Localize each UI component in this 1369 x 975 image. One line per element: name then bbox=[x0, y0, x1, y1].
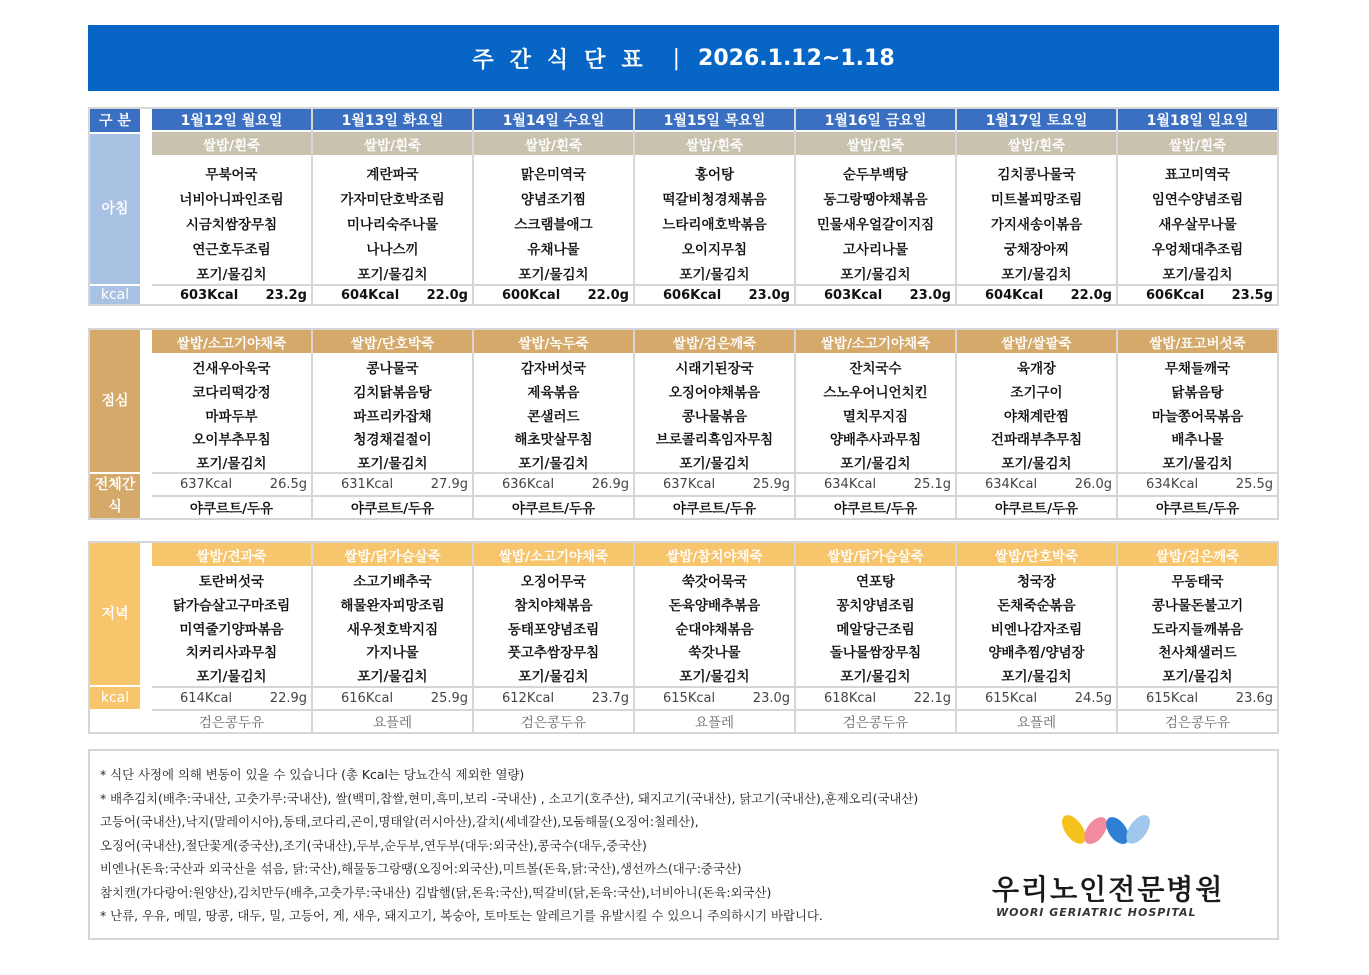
kcal-row bbox=[957, 472, 1116, 494]
kcal-value: 616Kcal bbox=[341, 690, 394, 706]
dish-item: 포기/물김치 bbox=[518, 456, 589, 473]
snack-row: 야쿠르트/두유 bbox=[313, 495, 472, 517]
dish-item: 오징어야채볶음 bbox=[668, 384, 761, 401]
kcal-row bbox=[474, 686, 633, 708]
dish-item: 순대야채볶음 bbox=[675, 621, 754, 638]
dish-item: 미트볼피망조림 bbox=[990, 192, 1083, 208]
day-header: 1월18일 일요일 bbox=[1118, 109, 1277, 132]
kcal-value: 603Kcal bbox=[824, 287, 883, 303]
day-column bbox=[633, 109, 794, 304]
dish-item: 육개장 bbox=[1016, 361, 1057, 377]
rice-row: 쌀밥/단호박죽 bbox=[313, 330, 472, 353]
day-column bbox=[794, 109, 955, 304]
dish-item: 유채나물 bbox=[527, 242, 580, 258]
dish-item: 코다리떡강정 bbox=[192, 384, 271, 401]
note-line: * 식단 사정에 의해 변동이 있을 수 있습니다 (총 Kcal는 당뇨간식 제외한 열량) bbox=[100, 767, 525, 782]
day-header: 1월16일 금요일 bbox=[796, 109, 955, 132]
dish-item: 비엔나감자조림 bbox=[990, 621, 1083, 638]
dish-item: 멸치무지짐 bbox=[842, 408, 909, 425]
breakfast-kcal-label: kcal bbox=[90, 286, 140, 304]
rice-row: 쌀밥/검은깨죽 bbox=[635, 330, 794, 353]
kcal-row bbox=[796, 472, 955, 494]
dish-item: 소고기배추국 bbox=[353, 574, 432, 590]
protein-value: 26.0g bbox=[1074, 476, 1112, 492]
dish-item: 포기/물김치 bbox=[196, 669, 267, 686]
rice-row: 쌀밥/닭가슴살죽 bbox=[796, 543, 955, 566]
dish-item: 포기/물김치 bbox=[679, 669, 750, 686]
dish-item: 양념조기찜 bbox=[520, 192, 587, 208]
day-header: 1월12일 월요일 bbox=[152, 109, 311, 132]
dish-item: 도라지들깨볶음 bbox=[1151, 621, 1244, 638]
dish-item: 미역줄기양파볶음 bbox=[179, 621, 284, 638]
breakfast-block bbox=[88, 107, 1279, 306]
dish-item: 가지새송이볶음 bbox=[990, 217, 1083, 233]
dish-item: 포기/물김치 bbox=[1001, 669, 1072, 686]
protein-value: 23.5g bbox=[1231, 287, 1273, 303]
kcal-value: 606Kcal bbox=[663, 287, 722, 303]
protein-value: 26.5g bbox=[269, 476, 307, 492]
lunch-days bbox=[152, 330, 1277, 518]
protein-value: 22.9g bbox=[269, 690, 307, 706]
hospital-name-kr: 우리노인전문병원 bbox=[992, 873, 1225, 906]
dish-item: 청국장 bbox=[1016, 574, 1057, 590]
snack-row: 검은콩두유 bbox=[1118, 709, 1277, 731]
rice-row: 쌀밥/흰죽 bbox=[796, 132, 955, 155]
dinner-label: 저녁 bbox=[90, 543, 140, 685]
dish-item: 순두부백탕 bbox=[842, 167, 909, 183]
kcal-value: 600Kcal bbox=[502, 287, 561, 303]
title-bar bbox=[88, 25, 1279, 91]
day-column bbox=[794, 330, 955, 518]
protein-value: 24.5g bbox=[1074, 690, 1112, 706]
day-column bbox=[1116, 543, 1277, 732]
dish-item: 풋고추쌈장무침 bbox=[507, 645, 600, 662]
dish-item: 새우젓호박지짐 bbox=[346, 621, 439, 638]
kcal-value: 637Kcal bbox=[180, 476, 233, 492]
dish-item: 콘샐러드 bbox=[527, 408, 580, 425]
kcal-row bbox=[474, 284, 633, 304]
dish-item: 해물완자피망조림 bbox=[340, 597, 445, 614]
rice-row: 쌀밥/닭가슴살죽 bbox=[313, 543, 472, 566]
protein-value: 23.0g bbox=[909, 287, 951, 303]
rice-row: 쌀밥/쌀팥죽 bbox=[957, 330, 1116, 353]
dish-item: 천사채샐러드 bbox=[1158, 645, 1237, 662]
rice-row: 쌀밥/소고기야채죽 bbox=[796, 330, 955, 353]
dish-item: 포기/물김치 bbox=[679, 267, 750, 283]
dish-item: 청경채겉절이 bbox=[353, 432, 432, 449]
kcal-row bbox=[313, 284, 472, 304]
dish-item: 쑥갓나물 bbox=[688, 645, 741, 662]
snack-row: 검은콩두유 bbox=[474, 709, 633, 731]
day-column bbox=[472, 330, 633, 518]
rice-row: 쌀밥/흰죽 bbox=[635, 132, 794, 155]
dish-item: 무동태국 bbox=[1171, 574, 1224, 590]
day-column bbox=[794, 543, 955, 732]
rice-row: 쌀밥/녹두죽 bbox=[474, 330, 633, 353]
day-column bbox=[955, 330, 1116, 518]
dish-item: 건새우아욱국 bbox=[192, 361, 271, 377]
dish-item: 돈채죽순볶음 bbox=[997, 597, 1076, 614]
snack-label: 전체간식 bbox=[90, 474, 140, 518]
dish-item: 미나리숙주나물 bbox=[346, 217, 439, 233]
dish-item: 궁채장아찌 bbox=[1003, 242, 1070, 258]
kcal-value: 637Kcal bbox=[663, 476, 716, 492]
title-separator: | bbox=[672, 45, 681, 71]
day-column bbox=[955, 109, 1116, 304]
dish-item: 시래기된장국 bbox=[675, 361, 754, 377]
kcal-row bbox=[152, 284, 311, 304]
dish-item: 표고미역국 bbox=[1164, 167, 1231, 183]
day-column bbox=[152, 330, 311, 518]
dish-item: 민물새우얼갈이지짐 bbox=[816, 217, 935, 233]
protein-value: 25.1g bbox=[913, 476, 951, 492]
dish-item: 포기/물김치 bbox=[518, 669, 589, 686]
day-column bbox=[311, 543, 472, 732]
dish-item: 너비아니파인조림 bbox=[179, 192, 284, 208]
day-column bbox=[152, 543, 311, 732]
dish-item: 콩나물국 bbox=[366, 361, 419, 377]
dish-item: 돈육양배추볶음 bbox=[668, 597, 761, 614]
dish-item: 포기/물김치 bbox=[1162, 456, 1233, 473]
dish-item: 연근호두조림 bbox=[192, 242, 271, 258]
rice-row: 쌀밥/견과죽 bbox=[152, 543, 311, 566]
page-title: 주간식단표 bbox=[472, 47, 659, 73]
protein-value: 22.0g bbox=[587, 287, 629, 303]
dish-item: 포기/물김치 bbox=[840, 669, 911, 686]
day-header: 1월13일 화요일 bbox=[313, 109, 472, 132]
snack-row: 요플레 bbox=[957, 709, 1116, 731]
dinner-block bbox=[88, 541, 1279, 734]
snack-row: 야쿠르트/두유 bbox=[474, 495, 633, 517]
kcal-value: 612Kcal bbox=[502, 690, 555, 706]
protein-value: 22.0g bbox=[1070, 287, 1112, 303]
snack-row: 야쿠르트/두유 bbox=[635, 495, 794, 517]
day-column bbox=[472, 109, 633, 304]
category-label: 구 분 bbox=[90, 109, 140, 132]
dish-item: 시금치쌈장무침 bbox=[185, 217, 278, 233]
note-line: 참치캔(가다랑어:원양산),김치만두(배추,고춧가루:국내산) 김밥햄(닭,돈육:국산),떡갈비(닭,돈육:국산),너비아니(돈육:외국산) bbox=[100, 885, 772, 900]
note-line: 고등어(국내산),낙지(말레이시아),동태,코다리,곤이,명태알(러시아산),갈치(세네갈산),모둠해물(오징어:칠레산), bbox=[100, 814, 699, 829]
dish-item: 고사리나물 bbox=[842, 242, 909, 258]
day-column bbox=[1116, 109, 1277, 304]
protein-value: 23.6g bbox=[1235, 690, 1273, 706]
dish-item: 오이지무침 bbox=[681, 242, 748, 258]
protein-value: 27.9g bbox=[430, 476, 468, 492]
kcal-value: 615Kcal bbox=[1146, 690, 1199, 706]
snack-row: 야쿠르트/두유 bbox=[1118, 495, 1277, 517]
kcal-value: 615Kcal bbox=[985, 690, 1038, 706]
dish-item: 나나스끼 bbox=[366, 242, 419, 258]
dish-item: 해초맛살무침 bbox=[514, 432, 593, 449]
protein-value: 22.0g bbox=[426, 287, 468, 303]
snack-row: 검은콩두유 bbox=[152, 709, 311, 731]
breakfast-days bbox=[152, 109, 1277, 304]
rice-row: 쌀밥/흰죽 bbox=[152, 132, 311, 155]
dish-item: 마늘쫑어묵볶음 bbox=[1151, 408, 1244, 425]
dish-item: 포기/물김치 bbox=[357, 669, 428, 686]
note-line: 비엔나(돈육:국산과 외국산을 섞음, 닭:국산),해물동그랑땡(오징어:외국산),미트볼(돈육,닭:국산),생선까스(대구:중국산) bbox=[100, 861, 742, 876]
rice-row: 쌀밥/참치야채죽 bbox=[635, 543, 794, 566]
dish-item: 오이부추무침 bbox=[192, 432, 271, 449]
dish-item: 우엉채대추조림 bbox=[1151, 242, 1244, 258]
kcal-row bbox=[1118, 686, 1277, 708]
kcal-value: 634Kcal bbox=[824, 476, 877, 492]
dinner-kcal-label: kcal bbox=[90, 687, 140, 709]
dish-item: 배추나물 bbox=[1171, 432, 1224, 449]
dish-item: 참치야채볶음 bbox=[514, 597, 593, 614]
note-line: * 난류, 우유, 메밀, 땅콩, 대두, 밀, 고등어, 게, 새우, 돼지고기, 복숭아, 토마토는 알레르기를 유발시킬 수 있으니 주의하시기 바랍니다. bbox=[100, 908, 823, 923]
dish-item: 양배추찜/양념장 bbox=[988, 645, 1085, 662]
day-header: 1월15일 목요일 bbox=[635, 109, 794, 132]
dish-item: 무북어국 bbox=[205, 167, 258, 183]
kcal-value: 614Kcal bbox=[180, 690, 233, 706]
dish-item: 포기/물김치 bbox=[840, 456, 911, 473]
hospital-logo-icon bbox=[1030, 812, 1230, 872]
kcal-row bbox=[635, 686, 794, 708]
day-column bbox=[472, 543, 633, 732]
kcal-row bbox=[474, 472, 633, 494]
day-column bbox=[955, 543, 1116, 732]
protein-value: 25.5g bbox=[1235, 476, 1273, 492]
protein-value: 26.9g bbox=[591, 476, 629, 492]
dish-item: 무채들깨국 bbox=[1164, 361, 1231, 377]
dinner-days bbox=[152, 543, 1277, 732]
dish-item: 포기/물김치 bbox=[679, 456, 750, 473]
dish-item: 꽁치양념조림 bbox=[836, 597, 915, 614]
kcal-value: 606Kcal bbox=[1146, 287, 1205, 303]
note-line: * 배추김치(배추:국내산, 고춧가루:국내산), 쌀(백미,찹쌀,현미,흑미,보리 -국내산) , 소고기(호주산), 돼지고기(국내산), 닭고기(국내산),훈제오리(국내산) bbox=[100, 791, 919, 806]
kcal-value: 604Kcal bbox=[985, 287, 1044, 303]
kcal-value: 615Kcal bbox=[663, 690, 716, 706]
dish-item: 포기/물김치 bbox=[518, 267, 589, 283]
hospital-name-en: WOORI GERIATRIC HOSPITAL bbox=[996, 906, 1197, 919]
kcal-value: 634Kcal bbox=[1146, 476, 1199, 492]
dish-item: 토란버섯국 bbox=[198, 574, 265, 590]
day-column bbox=[311, 330, 472, 518]
dish-item: 계란파국 bbox=[366, 167, 419, 183]
kcal-row bbox=[313, 686, 472, 708]
dish-item: 오징어무국 bbox=[520, 574, 587, 590]
dish-item: 스크램블애그 bbox=[514, 217, 593, 233]
protein-value: 23.7g bbox=[591, 690, 629, 706]
protein-value: 25.9g bbox=[430, 690, 468, 706]
dish-item: 임연수양념조림 bbox=[1151, 192, 1244, 208]
dish-item: 감자버섯국 bbox=[520, 361, 587, 377]
day-header: 1월17일 토요일 bbox=[957, 109, 1116, 132]
note-line: 오징어(국내산),절단꽃게(중국산),조기(국내산),두부,순두부,연두부(대두:외국산),콩국수(대두,중국산) bbox=[100, 838, 647, 853]
dish-item: 포기/물김치 bbox=[840, 267, 911, 283]
dish-item: 포기/물김치 bbox=[1001, 267, 1072, 283]
rice-row: 쌀밥/단호박죽 bbox=[957, 543, 1116, 566]
dish-item: 조기구이 bbox=[1010, 384, 1063, 401]
dish-item: 새우살무나물 bbox=[1158, 217, 1237, 233]
dish-item: 잔치국수 bbox=[849, 361, 902, 377]
breakfast-label: 아침 bbox=[90, 134, 140, 284]
day-column bbox=[633, 543, 794, 732]
kcal-value: 631Kcal bbox=[341, 476, 394, 492]
dish-item: 포기/물김치 bbox=[357, 267, 428, 283]
dish-item: 콩나물돈불고기 bbox=[1151, 597, 1244, 614]
rice-row: 쌀밥/검은깨죽 bbox=[1118, 543, 1277, 566]
lunch-block bbox=[88, 328, 1279, 520]
dish-item: 떡갈비청경채볶음 bbox=[662, 192, 767, 208]
kcal-value: 603Kcal bbox=[180, 287, 239, 303]
dish-item: 포기/물김치 bbox=[1001, 456, 1072, 473]
dish-item: 맑은미역국 bbox=[520, 167, 587, 183]
protein-value: 23.0g bbox=[752, 690, 790, 706]
kcal-row bbox=[1118, 284, 1277, 304]
rice-row: 쌀밥/흰죽 bbox=[474, 132, 633, 155]
day-column bbox=[311, 109, 472, 304]
dish-item: 양배추사과무침 bbox=[829, 432, 922, 449]
kcal-row bbox=[313, 472, 472, 494]
dish-item: 가지나물 bbox=[366, 645, 419, 662]
snack-row: 요플레 bbox=[313, 709, 472, 731]
rice-row: 쌀밥/표고버섯죽 bbox=[1118, 330, 1277, 353]
dish-item: 가자미단호박조림 bbox=[340, 192, 445, 208]
kcal-value: 634Kcal bbox=[985, 476, 1038, 492]
dish-item: 건파래부추무침 bbox=[990, 432, 1083, 449]
kcal-value: 618Kcal bbox=[824, 690, 877, 706]
protein-value: 25.9g bbox=[752, 476, 790, 492]
dish-item: 연포탕 bbox=[855, 574, 896, 590]
dish-item: 홍어탕 bbox=[694, 167, 735, 183]
dish-item: 느타리애호박볶음 bbox=[662, 217, 767, 233]
snack-row: 야쿠르트/두유 bbox=[152, 495, 311, 517]
dish-item: 치커리사과무침 bbox=[185, 645, 278, 662]
day-column bbox=[152, 109, 311, 304]
rice-row: 쌀밥/소고기야채죽 bbox=[474, 543, 633, 566]
day-column bbox=[1116, 330, 1277, 518]
snack-row: 검은콩두유 bbox=[796, 709, 955, 731]
dish-item: 포기/물김치 bbox=[196, 267, 267, 283]
protein-value: 22.1g bbox=[913, 690, 951, 706]
rice-row: 쌀밥/소고기야채죽 bbox=[152, 330, 311, 353]
rice-row: 쌀밥/흰죽 bbox=[313, 132, 472, 155]
snack-row: 요플레 bbox=[635, 709, 794, 731]
kcal-row bbox=[957, 284, 1116, 304]
dish-item: 제육볶음 bbox=[527, 384, 580, 401]
dish-item: 닭볶음탕 bbox=[1171, 384, 1224, 401]
kcal-row bbox=[152, 472, 311, 494]
dish-item: 브로콜리흑임자무침 bbox=[655, 432, 774, 449]
dish-item: 콩나물볶음 bbox=[681, 408, 748, 425]
snack-row: 야쿠르트/두유 bbox=[796, 495, 955, 517]
kcal-row bbox=[1118, 472, 1277, 494]
protein-value: 23.0g bbox=[748, 287, 790, 303]
kcal-row bbox=[796, 284, 955, 304]
rice-row: 쌀밥/흰죽 bbox=[1118, 132, 1277, 155]
kcal-row bbox=[635, 284, 794, 304]
dish-item: 포기/물김치 bbox=[357, 456, 428, 473]
rice-row: 쌀밥/흰죽 bbox=[957, 132, 1116, 155]
dish-item: 동태포양념조림 bbox=[507, 621, 600, 638]
dish-item: 돌나물쌈장무침 bbox=[829, 645, 922, 662]
dish-item: 포기/물김치 bbox=[1162, 267, 1233, 283]
dish-item: 스노우어니언치킨 bbox=[823, 384, 928, 401]
dish-item: 파프리카잡채 bbox=[353, 408, 432, 425]
kcal-row bbox=[635, 472, 794, 494]
dish-item: 김치콩나물국 bbox=[997, 167, 1076, 183]
dish-item: 메알당근조림 bbox=[836, 621, 915, 638]
lunch-label: 점심 bbox=[90, 330, 140, 472]
kcal-value: 604Kcal bbox=[341, 287, 400, 303]
day-column bbox=[633, 330, 794, 518]
kcal-value: 636Kcal bbox=[502, 476, 555, 492]
dish-item: 야채계란찜 bbox=[1003, 408, 1070, 425]
protein-value: 23.2g bbox=[265, 287, 307, 303]
dish-item: 포기/물김치 bbox=[196, 456, 267, 473]
dish-item: 포기/물김치 bbox=[1162, 669, 1233, 686]
dish-item: 닭가슴살고구마조림 bbox=[172, 597, 291, 614]
dish-item: 김치닭볶음탕 bbox=[353, 384, 432, 401]
dish-item: 동그랑땡야채볶음 bbox=[823, 192, 928, 208]
kcal-row bbox=[152, 686, 311, 708]
dish-item: 마파두부 bbox=[205, 408, 258, 425]
snack-row: 야쿠르트/두유 bbox=[957, 495, 1116, 517]
period: 2026.1.12~1.18 bbox=[698, 45, 895, 71]
dish-item: 쑥갓어묵국 bbox=[681, 574, 748, 590]
kcal-row bbox=[796, 686, 955, 708]
kcal-row bbox=[957, 686, 1116, 708]
day-header: 1월14일 수요일 bbox=[474, 109, 633, 132]
